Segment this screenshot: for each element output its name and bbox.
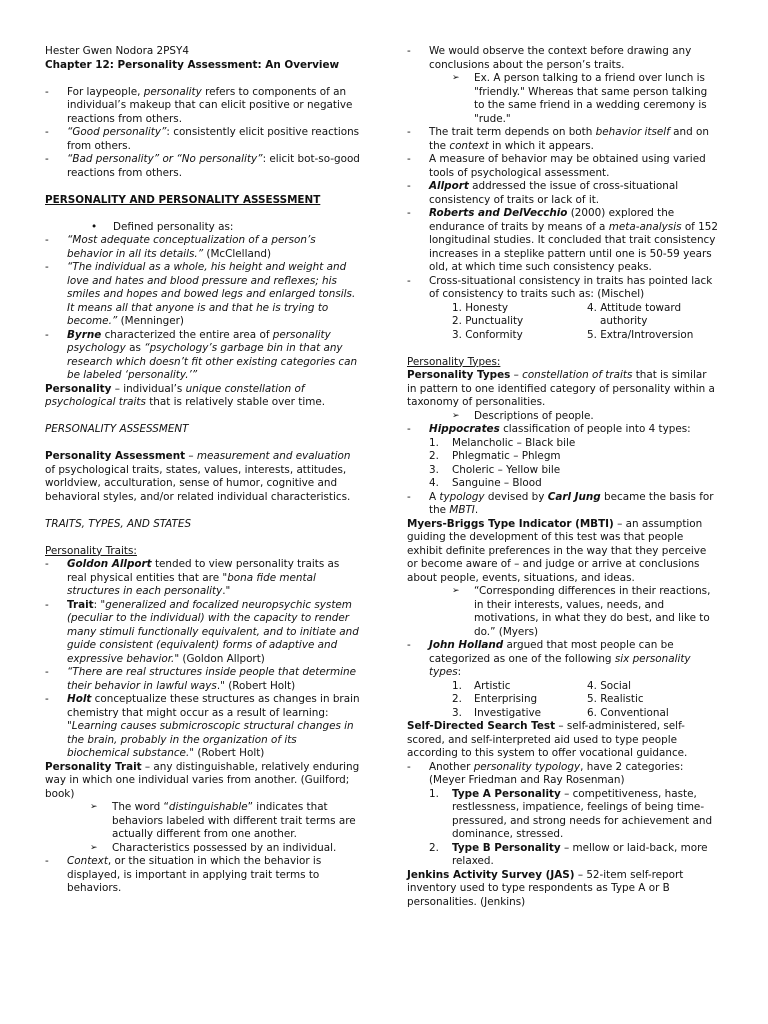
list-item: 2. Enterprising 5. Realistic: [452, 693, 644, 705]
left-column: [45, 45, 360, 896]
holt-quote-item: - “There are real structures inside people that determine their behavior in lawful ways." (Robert Holt): [45, 666, 360, 693]
mcclelland-item: - “Most adequate conceptualization of a person’s behavior in all its details.” (McClelland): [45, 234, 360, 261]
list-item: 2. Punctuality authority: [452, 315, 648, 327]
hippocrates-list: [407, 437, 719, 491]
list-item: 4. Sanguine – Blood: [429, 477, 542, 489]
another-typology-item: - Another personality typology, have 2 categories: (Meyer Friedman and Ray Rosenman): [407, 761, 719, 788]
mischel-traits-list: [407, 302, 719, 343]
distinguishable-item: ➢ The word “distinguishable” indicates that behaviors labeled with different trait terms are actually different from one another.: [45, 801, 360, 842]
jas-definition: Jenkins Activity Survey (JAS) – 52-item self-report inventory used to type respondents as Type A or B personalities. (Jenkins): [407, 868, 684, 908]
measure-item: - A measure of behavior may be obtained using varied tools of psychological assessment.: [407, 153, 719, 180]
roberts-item: - Roberts and DelVecchio (2000) explored the endurance of traits by means of a meta-analysis of 152 longitudinal studies. It concluded that trait consistency increases in a steplike pattern until one is 50-59 years old, at which time such consistency peaks.: [407, 207, 719, 275]
mbti-definition: Myers-Briggs Type Indicator (MBTI) – an assumption guiding the development of this test was that people exhibit definite preferences in the way that they perceive or become aware of – and judge or arrive at conclusions about people, events, situations, and ideas.: [407, 517, 707, 584]
list-item: 1. Honesty 4. Attitude toward: [452, 301, 682, 314]
pa-heading: PERSONALITY ASSESSMENT: [45, 423, 189, 435]
section-heading: PERSONALITY AND PERSONALITY ASSESSMENT: [45, 193, 321, 206]
trait-term-item: - The trait term depends on both behavior itself and on the context in which it appears.: [407, 126, 719, 153]
list-item: 1. Melancholic – Black bile: [429, 436, 576, 449]
defined-bullet: • Defined personality as:: [45, 221, 360, 235]
myers-quote-item: ➢ “Corresponding differences in their reactions, in their interests, values, needs, and motivations, in what they do best, and like to do.” (Myers): [407, 585, 719, 639]
good-personality-item: - “Good personality”: consistently elicit positive reactions from others.: [45, 126, 360, 153]
bad-personality-item: - “Bad personality” or “No personality”: elicit bot-so-good reactions from others.: [45, 153, 360, 180]
types-heading: Personality Types:: [407, 355, 501, 368]
right-column: [407, 45, 719, 909]
chapter-title: Chapter 12: Personality Assessment: An Overview: [45, 58, 340, 71]
list-item: 2. Phlegmatic – Phlegm: [429, 450, 561, 462]
list-item: 3. Investigative 6. Conventional: [452, 706, 669, 719]
byrne-item: - Byrne characterized the entire area of personality psychology as “psychology’s garbage bin in that any research which doesn’t fit other existing categories can be labeled ‘personality.’”: [45, 329, 360, 383]
personality-trait-definition: Personality Trait – any distinguishable, relatively enduring way in which one individual varies from another. (Guilford; book): [45, 760, 360, 800]
allport-consistency-item: - Allport addressed the issue of cross-situational consistency of traits or lack of it.: [407, 180, 719, 207]
sds-definition: Self-Directed Search Test – self-administered, self-scored, and self-interpreted aid used to type people according to this system to offer vocational guidance.: [407, 720, 688, 759]
holland-item: - John Holland argued that most people can be categorized as one of the following six personality types:: [407, 639, 719, 680]
type-a-item: 1. Type A Personality – competitiveness, haste, restlessness, impatience, feelings of being time-pressured, and strong needs for achievement and dominance, stressed.: [429, 787, 713, 840]
type-b-item: 2. Type B Personality – mellow or laid-back, more relaxed.: [429, 841, 708, 867]
tts-heading: TRAITS, TYPES, AND STATES: [45, 517, 192, 530]
holt-item: - Holt conceptualize these structures as changes in brain chemistry that might occur as a result of learning: "Learning causes submicroscopic structural changes in the brain, probably in the organization of its biochemical substance." (Robert Holt): [45, 693, 360, 761]
hippocrates-item: - Hippocrates classification of people into 4 types:: [407, 423, 719, 437]
list-item: 3. Conformity 5. Extra/Introversion: [452, 328, 694, 341]
characteristics-item: ➢ Characteristics possessed by an individual.: [45, 842, 360, 856]
personality-definition: Personality – individual’s unique constellation of psychological traits that is relatively stable over time.: [45, 382, 326, 408]
holland-list: [407, 680, 719, 721]
descriptions-item: ➢ Descriptions of people.: [407, 410, 719, 424]
example-item: ➢ Ex. A person talking to a friend over lunch is "friendly." Whereas that same person talking to the same friend in a wedding ceremony is "rude.": [407, 72, 719, 126]
traits-heading: Personality Traits:: [45, 544, 137, 557]
trait-item: - Trait: "generalized and focalized neuropsychic system (peculiar to the individual) with the capacity to render many stimuli functionally equivalent, and to initiate and guide consistent (equivalent) forms of adaptive and expressive behavior." (Goldon Allport): [45, 599, 360, 667]
context-item: - Context, or the situation in which the behavior is displayed, is important in applying trait terms to behaviors.: [45, 855, 360, 896]
cross-situational-item: - Cross-situational consistency in traits has pointed lack of consistency to traits such as: (Mischel): [407, 275, 719, 302]
laypeople-item: - For laypeople, personality refers to components of an individual’s makeup that can elicit positive or negative reactions from others.: [45, 86, 360, 127]
list-item: 3. Choleric – Yellow bile: [429, 463, 561, 476]
menninger-item: - “The individual as a whole, his height and weight and love and hates and blood pressure and reflexes; his smiles and hopes and bowed legs and enlarged tonsils. It means all that anyone is and that he is trying to become.” (Menninger): [45, 261, 360, 329]
list-item: 1. Artistic 4. Social: [452, 679, 632, 692]
observe-item: - We would observe the context before drawing any conclusions about the person’s traits.: [407, 45, 719, 72]
allport-item: - Goldon Allport tended to view personality traits as real physical entities that are "bona fide mental structures in each personality.": [45, 558, 360, 599]
types-definition: Personality Types – constellation of traits that is similar in pattern to one identified category of personality within a taxonomy of personalities.: [407, 369, 715, 408]
jung-item: - A typology devised by Carl Jung became the basis for the MBTI.: [407, 491, 719, 518]
pa-definition: Personality Assessment – measurement and evaluation of psychological traits, states, values, interests, attitudes, worldview, acculturation, sense of humor, cognitive and behavioral styles, and/or related individual characteristics.: [45, 450, 351, 503]
author-line: Hester Gwen Nodora 2PSY4: [45, 45, 189, 57]
